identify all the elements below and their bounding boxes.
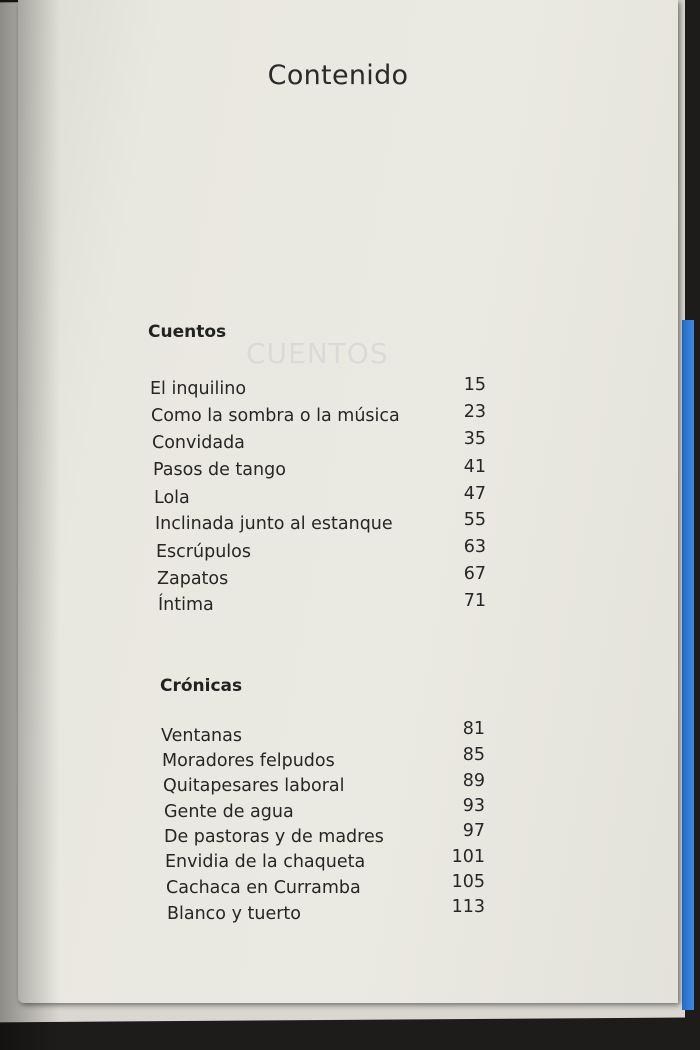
toc-page-number: 93 — [462, 796, 485, 816]
toc-entry: Quitapesares laboral — [163, 776, 345, 796]
blue-book-spine — [682, 320, 694, 1010]
toc-entry: Gente de agua — [164, 802, 294, 822]
toc-entry: Inclinada junto al estanque — [155, 514, 393, 534]
toc-page-number: 55 — [463, 510, 486, 530]
toc-entry: Envidia de la chaqueta — [165, 852, 366, 872]
page-title: Contenido — [267, 60, 409, 91]
toc-page-number: 41 — [463, 457, 486, 477]
toc-page-number: 63 — [463, 537, 486, 557]
toc-entry: Cachaca en Curramba — [166, 878, 361, 898]
section-title-cuentos: Cuentos — [148, 322, 227, 342]
toc-entry: Blanco y tuerto — [167, 904, 301, 924]
toc-entry: El inquilino — [150, 379, 247, 399]
toc-page-number: 97 — [462, 821, 485, 841]
toc-page-number: 35 — [463, 429, 486, 449]
toc-page-number: 15 — [463, 375, 486, 395]
toc-page-number: 71 — [463, 591, 486, 611]
toc-entry: Pasos de tango — [153, 460, 286, 480]
table-of-contents — [18, 0, 678, 1003]
toc-page-number: 89 — [462, 771, 485, 791]
toc-page-number: 47 — [463, 484, 486, 504]
toc-page-number: 67 — [463, 564, 486, 584]
toc-entry: Lola — [154, 488, 190, 508]
toc-entry: Moradores felpudos — [162, 751, 335, 771]
toc-entry: Ventanas — [161, 726, 242, 746]
toc-entry: Escrúpulos — [156, 542, 251, 562]
toc-page-number: 105 — [451, 872, 485, 892]
section-title-cronicas: Crónicas — [160, 676, 243, 696]
toc-page-number: 113 — [451, 897, 485, 917]
toc-entry: Como la sombra o la música — [151, 406, 400, 426]
toc-entry: Íntima — [158, 595, 214, 615]
toc-entry: Convidada — [152, 433, 245, 453]
bleed-through-text: CUENTOS — [246, 337, 389, 370]
toc-page-number: 23 — [463, 402, 486, 422]
toc-page-number: 85 — [462, 745, 485, 765]
toc-page-number: 81 — [462, 719, 485, 739]
toc-entry: De pastoras y de madres — [164, 827, 384, 847]
toc-entry: Zapatos — [157, 569, 229, 589]
toc-page-number: 101 — [451, 847, 485, 867]
gutter-shadow — [0, 0, 60, 1050]
book-page — [18, 0, 678, 1003]
